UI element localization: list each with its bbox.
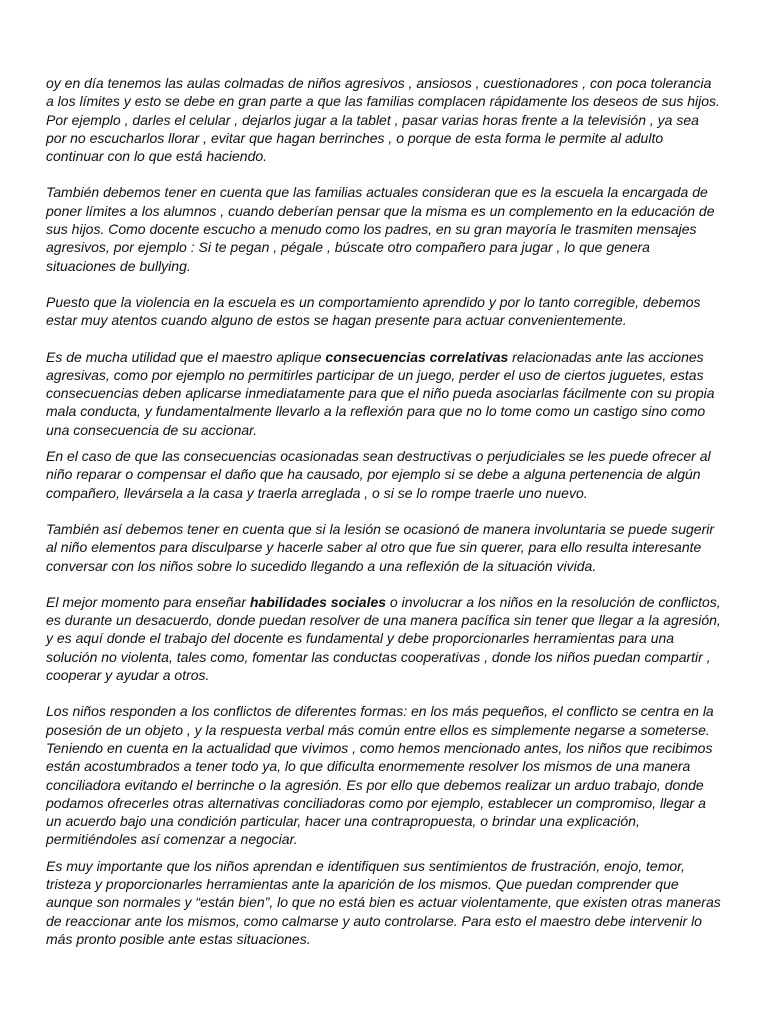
paragraph-2: También debemos tener en cuenta que las familias actuales consideran que es la escuela la encargada de poner límites a los alumnos , cuando deberían pensar que la misma es un complemento en la educación de sus hijos. Como docente escucho a menudo como los padres, en su gran mayoría le trasmiten mensajes agresivos, por ejemplo : Si te pegan , pégale , búscate otro compañero para jugar , lo que genera situaciones de bullying. — [46, 184, 715, 274]
paragraph-7-rest: o involucrar a los niños en la resolución de conflictos, es durante un desacuerdo, donde puedan resolver de una manera pacífica sin tener que llegar a la agresión, y es aquí donde el trabajo del docente es fundamental y debe proporcionarles herramientas para una solución no violenta, tales como, fomentar las conductas cooperativas , donde los niños puedan compartir , cooperar y ayudar a otros. — [46, 593, 721, 684]
paragraph-3: Puesto que la violencia en la escuela es un comportamiento aprendido y por lo tanto corregible, debemos estar muy atentos cuando alguno de estos se hagan presente para actuar convenientemente. — [46, 293, 701, 329]
document-page — [46, 74, 722, 948]
paragraph-4-rest: relacionadas ante las acciones agresivas, como por ejemplo no permitirles participar de un juego, perder el uso de ciertos juguetes, estas consecuencias deben aplicarse inmediatamente para que el niño pueda asociarlas fácilmente con su propia mala conducta, y fundamentalmente llevarlo a la reflexión para que no lo tome como un castigo sino como una consecuencia de su accionar. — [46, 348, 715, 438]
paragraph-5: En el caso de que las consecuencias ocasionadas sean destructivas o perjudiciales se les puede ofrecer al niño reparar o compensar el daño que ha causado, por ejemplo si se debe a alguna pertenencia de algún compañero, llevársela a la casa y traerla arreglada , o si se lo rompe traerle uno nuevo. — [46, 448, 711, 501]
bold-term-habilidades: habilidades sociales — [249, 593, 387, 610]
paragraph-8: Los niños responden a los conflictos de diferentes formas: en los más pequeños, el conflicto se centra en la posesión de un objeto , y la respuesta verbal más común entre ellos es simplemente negarse a someterse. Teniendo en cuenta en la actualidad que vivimos , como hemos mencionado antes, los niños que recibimos están acostumbrados a tener todo ya, lo que dificulta enormemente resolver los mismos de una manera conciliadora evitando el berrinche o la agresión. Es por ello que debemos realizar un arduo trabajo, donde podamos ofrecerles otras alternativas conciliadoras como por ejemplo, establecer un compromiso, llegar a un acuerdo bajo una condición particular, hacer una contrapropuesta, o brindar una explicación, permitiéndoles así comenzar a negociar. — [46, 703, 714, 848]
paragraph-1: oy en día tenemos las aulas colmadas de niños agresivos , ansiosos , cuestionadores , con poca tolerancia a los límites y esto se debe en gran parte a que las familias complacen rápidamente los deseos de sus hijos. Por ejemplo , darles el celular , dejarlos jugar a la tablet , pasar varias horas frente a la televisión , ya sea por no escucharlos llorar , evitar que hagan berrinches , o porque de esta forma le permite al adulto continuar con lo que está haciendo. — [46, 75, 720, 165]
paragraph-6: También así debemos tener en cuenta que si la lesión se ocasionó de manera involuntaria se puede sugerir al niño elementos para disculparse y hacerle saber al otro que fue sin querer, para ello resulta interesante conversar con los niños sobre lo sucedido llegando a una reflexión de la situación vivida. — [46, 520, 715, 574]
paragraph-7-lead: El mejor momento para enseñar — [46, 593, 250, 610]
paragraph-7 — [46, 593, 722, 684]
paragraph-4 — [46, 348, 722, 439]
bold-term-consecuencias: consecuencias correlativas — [325, 348, 509, 365]
paragraph-4-lead: Es de mucha utilidad que el maestro aplique — [46, 348, 326, 365]
paragraph-9: Es muy importante que los niños aprendan e identifiquen sus sentimientos de frustración, enojo, temor, tristeza y proporcionarles herramientas ante la aparición de los mismos. Que puedan comprender que aunque son normales y “están bien”, lo que no está bien es actuar violentamente, que existen otras maneras de reaccionar ante los mismos, como calmarse y auto controlarse. Para esto el maestro debe intervenir lo más pronto posible ante estas situaciones. — [46, 857, 721, 947]
